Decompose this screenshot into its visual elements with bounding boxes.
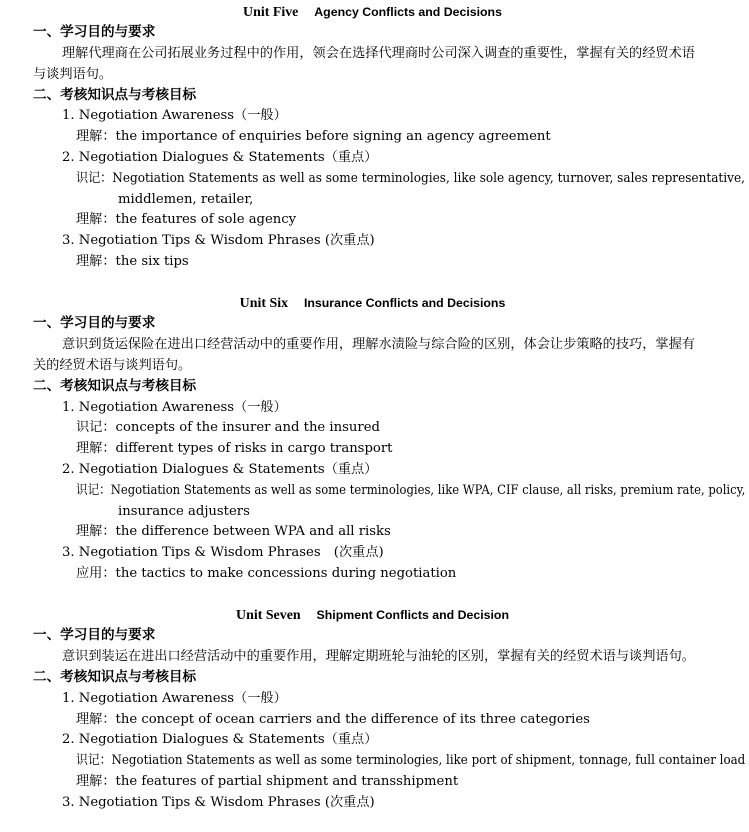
list-item-dialogues: 2. Negotiation Dialogues & Statements（重点）: [62, 462, 378, 477]
unit-topic: Shipment Conflicts and Decision: [316, 608, 509, 622]
sub-item: 理解：the concept of ocean carriers and the difference of its three categories: [76, 712, 590, 727]
sub-item: 识记：Negotiation Statements as well as some terminologies, like sole agency, turnover, sales representative,: [76, 171, 745, 186]
sub-item: 理解：the features of sole agency: [76, 212, 297, 227]
unit-topic: Insurance Conflicts and Decisions: [303, 296, 506, 310]
list-item-awareness: 1. Negotiation Awareness（一般）: [62, 108, 287, 123]
section-heading-assessment: 二、考核知识点与考核目标: [33, 87, 197, 103]
unit-label: Unit Five: [243, 5, 299, 20]
sub-item: 识记：concepts of the insurer and the insured: [76, 420, 380, 435]
unit-topic: Agency Conflicts and Decisions: [314, 5, 502, 19]
sub-item-cont: insurance adjusters: [118, 504, 250, 519]
unit-label: Unit Six: [239, 296, 289, 311]
purpose-paragraph: 理解代理商在公司拓展业务过程中的作用，领会在选择代理商时公司深入调查的重要性，掌握有关的经贸术语: [62, 46, 695, 61]
section-heading-assessment: 二、考核知识点与考核目标: [33, 378, 197, 394]
purpose-paragraph: 意识到装运在进出口经营活动中的重要作用，理解定期班轮与油轮的区别，掌握有关的经贸术语与谈判语句。: [62, 649, 695, 664]
section-heading-objectives: 一、学习目的与要求: [33, 315, 156, 331]
sub-item: 应用：the tactics to make concessions during negotiation: [76, 566, 457, 581]
unit-label: Unit Seven: [236, 608, 301, 623]
section-heading-assessment: 二、考核知识点与考核目标: [33, 669, 197, 685]
sub-item: 理解：the six tips: [76, 254, 189, 269]
sub-item: 理解：the difference between WPA and all risks: [76, 524, 391, 539]
purpose-paragraph: 意识到货运保险在进出口经营活动中的重要作用，理解水渍险与综合险的区别，体会让步策略的技巧，掌握有: [62, 337, 695, 352]
unit-seven-title: [0, 605, 745, 626]
section-heading-objectives: 一、学习目的与要求: [33, 627, 156, 643]
sub-item: 理解：different types of risks in cargo transport: [76, 441, 393, 456]
list-item-dialogues: 2. Negotiation Dialogues & Statements（重点）: [62, 732, 378, 747]
sub-item: 识记：Negotiation Statements as well as some terminologies, like port of shipment, tonnage, full container load: [76, 753, 746, 768]
purpose-paragraph-cont: 关的经贸术语与谈判语句。: [33, 358, 192, 373]
sub-item-cont: middlemen, retailer,: [118, 192, 254, 207]
list-item-dialogues: 2. Negotiation Dialogues & Statements（重点）: [62, 150, 378, 165]
sub-item: 理解：the importance of enquiries before signing an agency agreement: [76, 129, 551, 144]
list-item-awareness: 1. Negotiation Awareness（一般）: [62, 400, 287, 415]
list-item-tips: 3. Negotiation Tips & Wisdom Phrases (次重点): [62, 545, 384, 560]
purpose-paragraph-cont: 与谈判语句。: [33, 67, 113, 82]
unit-six-title: [0, 293, 745, 314]
sub-item: 理解：the features of partial shipment and transshipment: [76, 774, 459, 789]
unit-five-title: [0, 2, 745, 23]
list-item-tips: 3. Negotiation Tips & Wisdom Phrases (次重点): [62, 795, 375, 810]
section-heading-objectives: 一、学习目的与要求: [33, 24, 156, 40]
list-item-awareness: 1. Negotiation Awareness（一般）: [62, 691, 287, 706]
sub-item: 识记：Negotiation Statements as well as some terminologies, like WPA, CIF clause, all risks, premium rate, policy,: [76, 483, 746, 498]
list-item-tips: 3. Negotiation Tips & Wisdom Phrases (次重点): [62, 233, 375, 248]
